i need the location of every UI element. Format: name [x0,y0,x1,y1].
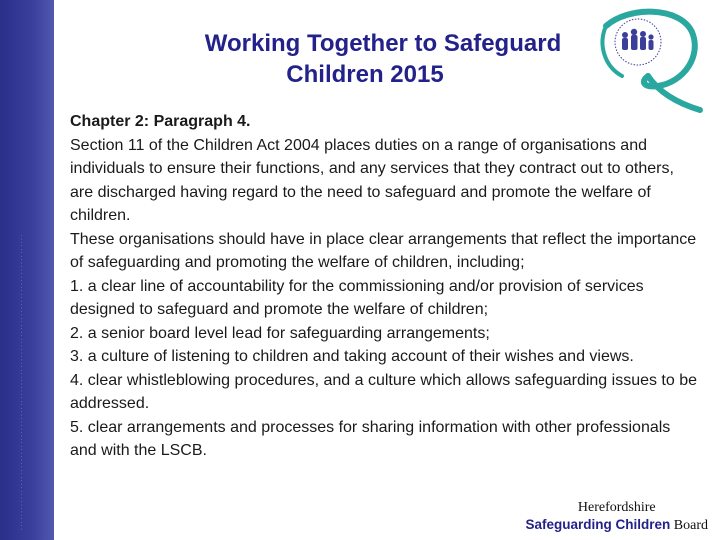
list-item-4: 4. clear whistleblowing procedures, and a culture which allows safeguarding issues to be addressed. [70,371,698,412]
children-group-logo-icon [588,4,708,116]
footer-name-bold: Safeguarding Children [525,517,671,532]
footer-org: Herefordshire [577,500,656,515]
list-item-3: 3. a culture of listening to children and taking account of their wishes and views. [70,348,634,365]
list-item-5: 5. clear arrangements and processes for sharing information with other professionals and with the LSCB. [70,418,671,459]
chapter-heading: Chapter 2: Paragraph 4. [70,113,251,130]
band-text-decoration: · · · · · · · · · · · · · · · · · · · · · · · · · · · · · · · · · · · · · · · · · · · · · · · · · · · · · · · · · · · · · · · · · · · · · · · · · · · · · · · · · · · · · · [19,234,25,530]
footer-board-name [526,499,708,534]
paragraph-organisations: These organisations should have in place clear arrangements that reflect the importance of safeguarding and promoting the welfare of children, including; [70,230,697,271]
list-item-1: 1. a clear line of accountability for the commissioning and/or provision of services designed to safeguard and promote the welfare of children; [70,277,644,318]
main-content [70,110,700,463]
title-line-2: Children 2015 [286,61,444,88]
paragraph-section-11: Section 11 of the Children Act 2004 places duties on a range of organisations and individuals to ensure their functions, and any services that they contract out to others, are discharged having regard to the need to safeguard and promote the welfare of children. [70,136,674,224]
footer-name-end: Board [670,518,708,533]
list-item-2: 2. a senior board level lead for safeguarding arrangements; [70,324,490,342]
side-band [0,0,54,540]
page-title [120,28,610,90]
title-line-1: Working Together to Safeguard [204,30,562,57]
